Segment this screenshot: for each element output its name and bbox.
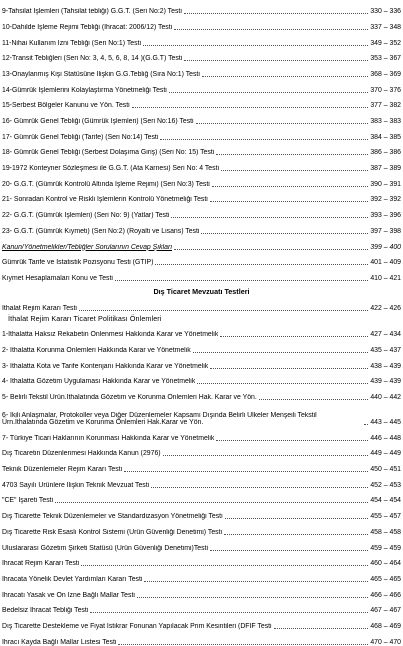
toc-entry-title: Dış Ticarette Teknik Düzenlemeler ve Standardizasyon Yönetmeliği Testi (2, 513, 223, 521)
toc-entry (2, 31, 401, 47)
toc-entry-pages: 377 – 382 (370, 102, 401, 110)
toc-entry (2, 188, 401, 204)
dot-leader (90, 612, 368, 613)
toc-entry-title: 4- İthalatta Gözetim Uygulaması Hakkında Karar ve Yönetmelik (2, 378, 196, 386)
dot-leader (193, 352, 369, 353)
toc-entry (2, 458, 401, 474)
toc-entry (2, 220, 401, 236)
dot-leader (115, 280, 368, 281)
toc-entry-pages: 443 – 445 (370, 419, 401, 426)
dot-leader (196, 123, 369, 124)
toc-entry-title: Teknik Düzenlemeler Rejim Kararı Testi (2, 466, 123, 474)
toc-entry-pages: 384 – 385 (370, 133, 401, 141)
dot-leader (202, 76, 368, 77)
toc-entry-pages: 390 – 391 (370, 180, 401, 188)
toc-entry-pages: 449 – 449 (370, 450, 401, 458)
toc-entry-pages: 399 – 400 (370, 243, 401, 251)
toc-entry-title: Dış Ticarette Destekleme ve Fiyat İstikrar Fonunan Yapılacak Prim Kesintileri (DFİF Testi (2, 622, 272, 630)
toc-entry-title: 9-Tahsilat İşlemleri (Tahsilat tebliği) G.G.T. (Seri No:2) Testi (2, 8, 182, 16)
section-heading: Dış Ticaret Mevzuatı Testleri (153, 287, 250, 297)
toc-entry-title: 4703 Sayılı Ürünlere İlişkin Teknik Mevzuat Testi (2, 481, 150, 489)
toc-entry-pages: 459 – 459 (370, 544, 401, 552)
toc-entry-title: Uluslararası Gözetim Şirketi Statüsü (Ürün Güvenliği Denetimi)Testi (2, 544, 209, 552)
toc-entry (2, 157, 401, 173)
dot-leader (55, 502, 368, 503)
toc-entry-pages: 349 – 352 (370, 39, 401, 47)
toc-entry-title: 10-Dahilde İşleme Rejimi Tebliği (İhracat: 2006/12) Testi (2, 23, 173, 31)
dot-leader (118, 644, 368, 645)
toc-entry-title: "CE" İşareti Testi (2, 497, 54, 505)
toc-entry-title: 2- İthalatta Korunma Önlemleri Hakkında Karar ve Yönetmelik (2, 346, 191, 354)
toc-entry-title: İhracatı Yasak ve Ön İzne Bağlı Mallar Testi (2, 591, 135, 599)
dot-leader (364, 424, 368, 425)
toc-entry-pages: 422 – 426 (370, 304, 401, 312)
toc-entry (2, 204, 401, 220)
toc-entry-pages: 397 – 398 (370, 227, 401, 235)
toc-entry-title: 6- İkili Anlaşmalar, Protokoller veya Diğer Düzenlemeler Kapsamı Dışında Belirli Ülkeler Menşeili Tekstil Ürn.İthalatında Gözetim ve Korunma Önlemleri Hak.Karar ve Yön. (2, 411, 317, 426)
toc-entry-title: 11-Nihai Kullanım İzni Tebliği (Seri No:1) Testi (2, 39, 142, 47)
dot-leader (210, 368, 368, 369)
dot-leader (201, 233, 368, 234)
toc-entry-title: Kanun/Yönetmelikler/Tebliğler Sorularının Cevap Şıkları (2, 243, 173, 251)
toc-list-top (2, 0, 401, 282)
dot-leader (197, 383, 368, 384)
toc-entry (2, 126, 401, 142)
toc-entry-title: 17- Gümrük Genel Tebliği (Tarife) (Seri No:14) Testi (2, 133, 159, 141)
dot-leader (81, 565, 368, 566)
toc-entry (2, 0, 401, 16)
toc-entry-title: Dış Ticaretin Düzenlenmesi Hakkında Kanun (2976) (2, 450, 161, 458)
toc-entry-title: Dış Ticarette Risk Esaslı Kontrol Sistemi (Ürün Güvenliği Denetimi) Testi (2, 528, 223, 536)
dot-leader (79, 310, 368, 311)
toc-entry-pages: 410 – 421 (370, 274, 401, 282)
toc-entry (2, 94, 401, 110)
dot-leader (224, 534, 368, 535)
dot-leader (274, 628, 369, 629)
toc-entry-title: 12-Transit Tebliğleri (Seri No: 3, 4, 5, 6, 8, 14 )(G.G.T) Testi (2, 55, 183, 63)
toc-entry-pages: 392 – 392 (370, 196, 401, 204)
toc-entry-title: Gümrük Tarife ve İstatistik Pozisyonu Testi (GTİP) (2, 259, 154, 267)
dot-leader (163, 455, 369, 456)
toc-entry (2, 386, 401, 402)
toc-entry-title: Bedelsiz İhracat Tebliği Testi (2, 607, 89, 615)
toc-entry-pages: 452 – 453 (370, 481, 401, 489)
toc-entry-title: 19-1972 Konteyner Sözleşmesi ile G.G.T. (Ata Karnesi) Seri No: 4 Testi (2, 165, 220, 173)
toc-entry-pages: 427 – 434 (370, 331, 401, 339)
toc-entry (2, 235, 401, 251)
toc-entry (2, 251, 401, 267)
toc-entry (2, 78, 401, 94)
toc-entry (2, 63, 401, 79)
toc-entry (2, 489, 401, 505)
toc-entry-title: 18- Gümrük Genel Tebliği (Serbest Dolaşıma Giriş) (Seri No: 15) Testi (2, 149, 215, 157)
toc-entry-title: 13-Onaylanmış Kişi Statüsüne İlişkin G.G.Tebliğ (Sıra No:1) Testi (2, 70, 200, 78)
toc-entry (2, 474, 401, 490)
dot-leader (184, 13, 368, 14)
toc-entry-pages: 460 – 464 (370, 560, 401, 568)
subheading: İthalat Rejim Kararı Ticaret Politikası Önlemleri (8, 314, 162, 324)
dot-leader (132, 107, 369, 108)
toc-entry (2, 110, 401, 126)
toc-entry-title: 1-İthalatta Haksız Rekabetin Önlenmesi Hakkında Karar ve Yönetmelik (2, 331, 219, 339)
dot-leader (210, 201, 369, 202)
toc-entry (2, 427, 401, 443)
toc-entry (2, 354, 401, 370)
toc-entry-title: İhracata Yönelik Devlet Yardımları Kararı Testi (2, 575, 143, 583)
toc-entry-title: 5- Belirli Tekstil Ürün.İthalatında Gözetim ve Korunma Önlemleri Hak. Karar ve Yön. (2, 394, 257, 401)
dot-leader (144, 581, 368, 582)
dot-leader (210, 550, 368, 551)
toc-entry-pages: 446 – 448 (370, 434, 401, 442)
dot-leader (171, 217, 368, 218)
toc-entry (2, 370, 401, 386)
dot-leader (184, 60, 368, 61)
toc-entry-pages: 370 – 376 (370, 86, 401, 94)
toc-entry (2, 552, 401, 568)
toc-entry-title: 20- G.G.T. (Gümrük Kontrolü Altında İşleme Rejimi) (Seri No:3) Testi (2, 180, 210, 188)
toc-entry-pages: 337 – 348 (370, 23, 401, 31)
toc-entry-pages: 455 – 457 (370, 513, 401, 521)
dot-leader (259, 399, 369, 400)
toc-entry-pages: 387 – 389 (370, 165, 401, 173)
toc-entry-title: 15-Serbest Bölgeler Kanunu ve Yön. Testi (2, 102, 130, 110)
toc-entry-pages: 468 – 469 (370, 622, 401, 630)
toc-entry (2, 141, 401, 157)
toc-entry-title: 22- G.G.T. (Gümrük İşlemleri) (Seri No: 9) (Yatlar) Testi (2, 212, 170, 220)
toc-entry (2, 630, 401, 646)
toc-entry-title: İhracat Rejim Kararı Testi (2, 560, 80, 568)
toc-entry-pages: 368 – 369 (370, 70, 401, 78)
toc-entry-title: İthalat Rejim Kararı Testi (2, 304, 77, 312)
dot-leader (221, 170, 368, 171)
toc-entry-pages: 465 – 465 (370, 575, 401, 583)
toc-entry (2, 339, 401, 355)
toc-entry-pages: 383 – 383 (370, 118, 401, 125)
toc-entry-pages: 450 – 451 (370, 466, 401, 474)
dot-leader (216, 440, 368, 441)
toc-entry (2, 267, 401, 283)
dot-leader (174, 249, 368, 250)
dot-leader (174, 29, 368, 30)
dot-leader (151, 487, 368, 488)
toc-entry (2, 173, 401, 189)
toc-entry-pages: 470 – 470 (370, 638, 401, 646)
toc-entry (2, 47, 401, 63)
toc-entry-title: 3- İthalatta Kota ve Tarife Kontenjanı Hakkında Karar ve Yönetmelik (2, 362, 209, 370)
toc-entry-title: 23- G.G.T. (Gümrük Kıymeti) (Seri No:2) (Royalti ve Lisans) Testi (2, 227, 200, 235)
toc-entry-pages: 330 – 336 (370, 8, 401, 16)
toc-entry-pages: 466 – 466 (370, 591, 401, 599)
toc-entry (2, 442, 401, 458)
dot-leader (160, 139, 368, 140)
toc-entry (2, 521, 401, 537)
toc-entry (2, 568, 401, 584)
dot-leader (169, 92, 369, 93)
dot-leader (143, 45, 368, 46)
dot-leader (220, 336, 368, 337)
toc-entry-pages: 393 – 396 (370, 212, 401, 220)
toc-entry (2, 402, 401, 427)
toc-entry-title: İhracı Kayda Bağlı Mallar Listesi Testi (2, 638, 117, 646)
toc-entry-pages: 439 – 439 (370, 378, 401, 386)
toc-entry-title: 14-Gümrük İşlemlerini Kolaylaştırma Yönetmeliği Testi (2, 86, 167, 94)
toc-entry (2, 505, 401, 521)
dot-leader (216, 154, 368, 155)
toc-entry-pages: 353 – 367 (370, 55, 401, 63)
toc-entry (2, 599, 401, 615)
table-of-contents (2, 0, 401, 646)
toc-entry (2, 323, 401, 339)
toc-entry-title: Kıymet Hesaplamaları Konu ve Testi (2, 274, 113, 282)
toc-entry-pages: 386 – 386 (370, 149, 401, 157)
toc-entry (2, 536, 401, 552)
dot-leader (225, 518, 369, 519)
toc-entry-pages: 467 – 467 (370, 607, 401, 615)
dot-leader (212, 186, 369, 187)
toc-entry (2, 615, 401, 631)
toc-entry-ithalat-rejim (2, 296, 401, 312)
toc-entry-pages: 438 – 439 (370, 362, 401, 370)
toc-entry-title: 16- Gümrük Genel Tebliği (Gümrük İşlemleri) (Seri No:16) Testi (2, 118, 194, 125)
toc-entry-pages: 401 – 409 (370, 259, 401, 267)
dot-leader (155, 264, 368, 265)
toc-entry-pages: 435 – 437 (370, 346, 401, 354)
toc-entry-pages: 440 – 442 (370, 394, 401, 401)
toc-entry (2, 16, 401, 32)
toc-entry-title: 21- Sonradan Kontrol ve Riskli İşlemlerin Kontrolü Yönetmeliği Testi (2, 196, 208, 204)
toc-list-bottom (2, 323, 401, 646)
toc-entry-pages: 454 – 454 (370, 497, 401, 505)
toc-entry-pages: 458 – 458 (370, 528, 401, 536)
toc-entry-title: 7- Türkiye Ticari Haklarının Korunması Hakkında Karar ve Yönetmelik (2, 434, 215, 442)
dot-leader (124, 471, 368, 472)
